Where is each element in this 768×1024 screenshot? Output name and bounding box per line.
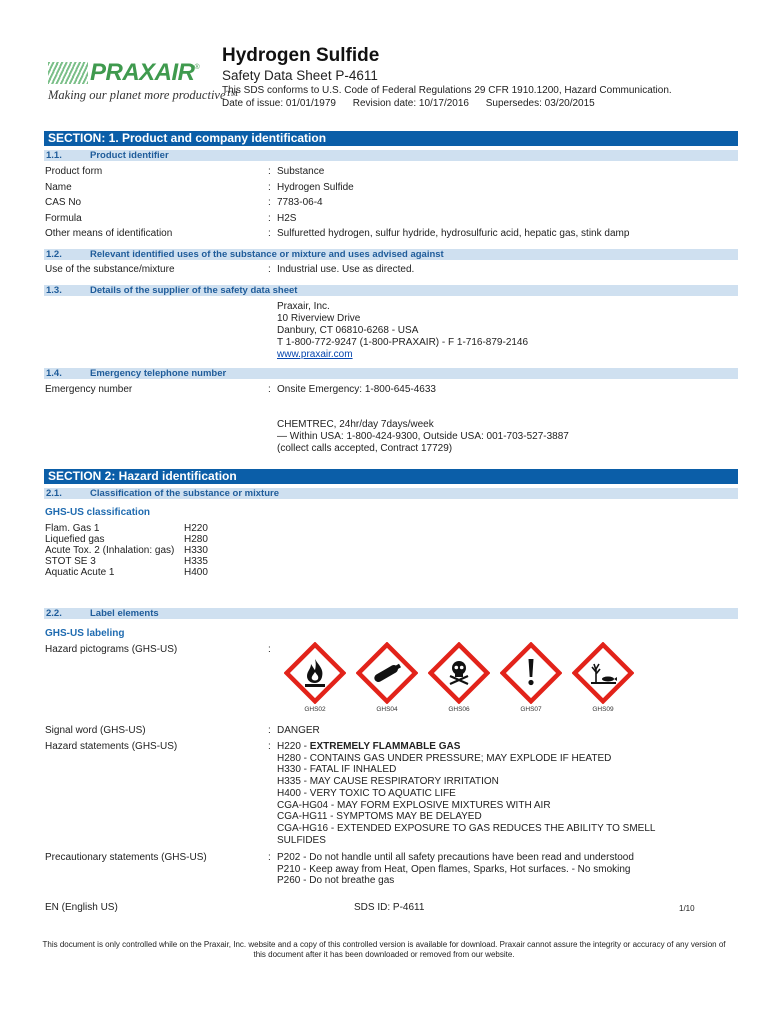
exclamation-mark-icon [500, 642, 562, 704]
supplier-street: 10 Riverview Drive [277, 313, 361, 324]
logo-wordmark: PRAXAIR [90, 59, 195, 86]
list-item: CGA-HG16 - EXTENDED EXPOSURE TO GAS REDUCES THE ABILITY TO SMELL [277, 822, 656, 834]
subsection-2-1-header [44, 488, 738, 499]
supplier-city: Danbury, CT 06810-6268 - USA [277, 325, 419, 336]
list-item: H280 - CONTAINS GAS UNDER PRESSURE; MAY EXPLODE IF HEATED [277, 752, 612, 764]
list-item: H330 - FATAL IF INHALED [277, 764, 397, 776]
subsection-1-4-header [44, 368, 738, 379]
logo-trademark: ® [194, 64, 200, 71]
pictogram-code: GHS02 [304, 706, 326, 713]
list-item: SULFIDES [277, 834, 326, 846]
document-title: Hydrogen Sulfide [222, 45, 380, 66]
subsection-1-2-header [44, 249, 738, 260]
supplier-website-link[interactable]: www.praxair.com [277, 349, 353, 360]
list-item: Aquatic Acute 1 H400 [45, 567, 208, 578]
subsection-title: Label elements [90, 608, 159, 619]
use-label: Use of the substance/mixture [45, 264, 175, 275]
list-item: CGA-HG04 - MAY FORM EXPLOSIVE MIXTURES WITH AIR [277, 799, 551, 811]
skull-crossbones-icon [428, 642, 490, 704]
subsection-title: Classification of the substance or mixture [90, 488, 279, 499]
list-item: P260 - Do not breathe gas [277, 875, 395, 887]
praxair-logo [48, 59, 238, 108]
pictogram-ghs07 [495, 642, 567, 713]
pictogram-ghs04 [351, 642, 423, 713]
subsection-number: 2.2. [46, 608, 62, 619]
logo-stripes-icon [48, 62, 88, 84]
list-item: Acute Tox. 2 (Inhalation: gas) H330 [45, 545, 208, 556]
chemtrec-line-3: (collect calls accepted, Contract 17729) [277, 443, 453, 454]
ghs-classification-list [45, 523, 208, 578]
precautionary-statements-list [277, 852, 634, 887]
footer-language: EN (English US) [45, 902, 118, 913]
supplier-name: Praxair, Inc. [277, 301, 330, 312]
conformance-statement: This SDS conforms to U.S. Code of Federal Regulations 29 CFR 1910.1200, Hazard Communication. [222, 85, 672, 96]
flame-icon [284, 642, 346, 704]
supersedes-date: Supersedes: 03/20/2015 [485, 98, 595, 109]
emergency-number-value: Onsite Emergency: 1-800-645-4633 [277, 384, 436, 395]
subsection-1-3-header [44, 285, 738, 296]
name-value: Hydrogen Sulfide [277, 182, 354, 193]
ghs-classification-heading: GHS-US classification [45, 507, 151, 518]
signal-word-label: Signal word (GHS-US) [45, 725, 146, 736]
title-block [222, 44, 672, 110]
subsection-number: 2.1. [46, 488, 62, 499]
subsection-2-2-header [44, 608, 738, 619]
chemtrec-line-1: CHEMTREC, 24hr/day 7days/week [277, 419, 434, 430]
footer-page-number: 1/10 [679, 904, 695, 913]
cas-no-value: 7783-06-4 [277, 197, 323, 208]
subsection-number: 1.2. [46, 249, 62, 260]
list-item: H335 - MAY CAUSE RESPIRATORY IRRITATION [277, 776, 499, 788]
subsection-number: 1.3. [46, 285, 62, 296]
subsection-number: 1.4. [46, 368, 62, 379]
hazard-pictograms-label: Hazard pictograms (GHS-US) [45, 644, 178, 655]
subsection-title: Details of the supplier of the safety data sheet [90, 285, 298, 296]
signal-word-value: DANGER [277, 725, 320, 736]
environment-icon [572, 642, 634, 704]
document-header [44, 44, 744, 124]
subsection-title: Emergency telephone number [90, 368, 227, 379]
use-value: Industrial use. Use as directed. [277, 264, 415, 275]
footer-disclaimer: This document is only controlled while on the Praxair, Inc. website and a copy of this controlled version is available for download. Praxair cannot assure the integrity or accuracy of any version of this document after it has been downloaded or removed from our website. [42, 940, 726, 959]
list-item: Liquefied gas H280 [45, 534, 208, 545]
other-identification-value: Sulfuretted hydrogen, sulfur hydride, hydrosulfuric acid, hepatic gas, stink damp [277, 228, 630, 239]
pictogram-ghs02 [279, 642, 351, 713]
pictogram-ghs09 [567, 642, 639, 713]
cas-no-label: CAS No [45, 197, 82, 208]
formula-value: H2S [277, 213, 297, 224]
supplier-phone: T 1-800-772-9247 (1-800-PRAXAIR) - F 1-716-879-2146 [277, 337, 529, 348]
pictogram-code: GHS06 [448, 706, 470, 713]
document-dates [222, 97, 672, 110]
list-item: STOT SE 3 H335 [45, 556, 208, 567]
formula-label: Formula [45, 213, 82, 224]
list-item: H400 - VERY TOXIC TO AQUATIC LIFE [277, 787, 456, 799]
precautionary-statements-label: Precautionary statements (GHS-US) [45, 852, 207, 863]
name-label: Name [45, 182, 72, 193]
section-2-header: SECTION 2: Hazard identification [44, 469, 738, 484]
list-item: H220 - EXTREMELY FLAMMABLE GAS [277, 741, 461, 752]
logo-tagline: Making our planet more productive™ [48, 88, 238, 102]
emergency-number-label: Emergency number [45, 384, 133, 395]
subsection-title: Relevant identified uses of the substance or mixture and uses advised against [90, 249, 444, 260]
subsection-number: 1.1. [46, 150, 62, 161]
document-subtitle: Safety Data Sheet P-4611 [222, 68, 378, 83]
list-item: Flam. Gas 1 H220 [45, 523, 208, 534]
other-identification-label: Other means of identification [45, 228, 173, 239]
pictogram-code: GHS04 [376, 706, 398, 713]
pictogram-code: GHS09 [592, 706, 614, 713]
subsection-title: Product identifier [90, 150, 169, 161]
product-form-value: Substance [277, 166, 325, 177]
list-item: CGA-HG11 - SYMPTOMS MAY BE DELAYED [277, 811, 482, 823]
ghs-labeling-heading: GHS-US labeling [45, 628, 125, 639]
list-item: P210 - Keep away from Heat, Open flames, Sparks, Hot surfaces. - No smoking [277, 863, 631, 875]
gas-cylinder-icon [356, 642, 418, 704]
footer-sds-id: SDS ID: P-4611 [354, 902, 425, 913]
product-form-label: Product form [45, 166, 103, 177]
section-1-header: SECTION: 1. Product and company identification [44, 131, 738, 146]
list-item: P202 - Do not handle until all safety precautions have been read and understood [277, 852, 634, 863]
hazard-pictograms [279, 642, 639, 713]
hazard-statements-label: Hazard statements (GHS-US) [45, 741, 178, 752]
pictogram-ghs06 [423, 642, 495, 713]
chemtrec-line-2: — Within USA: 1-800-424-9300, Outside USA: 001-703-527-3887 [277, 431, 569, 442]
subsection-1-1-header [44, 150, 738, 161]
pictogram-code: GHS07 [520, 706, 542, 713]
issue-date: Date of issue: 01/01/1979 [222, 98, 336, 109]
revision-date: Revision date: 10/17/2016 [352, 98, 469, 109]
hazard-statements-list [277, 741, 655, 846]
